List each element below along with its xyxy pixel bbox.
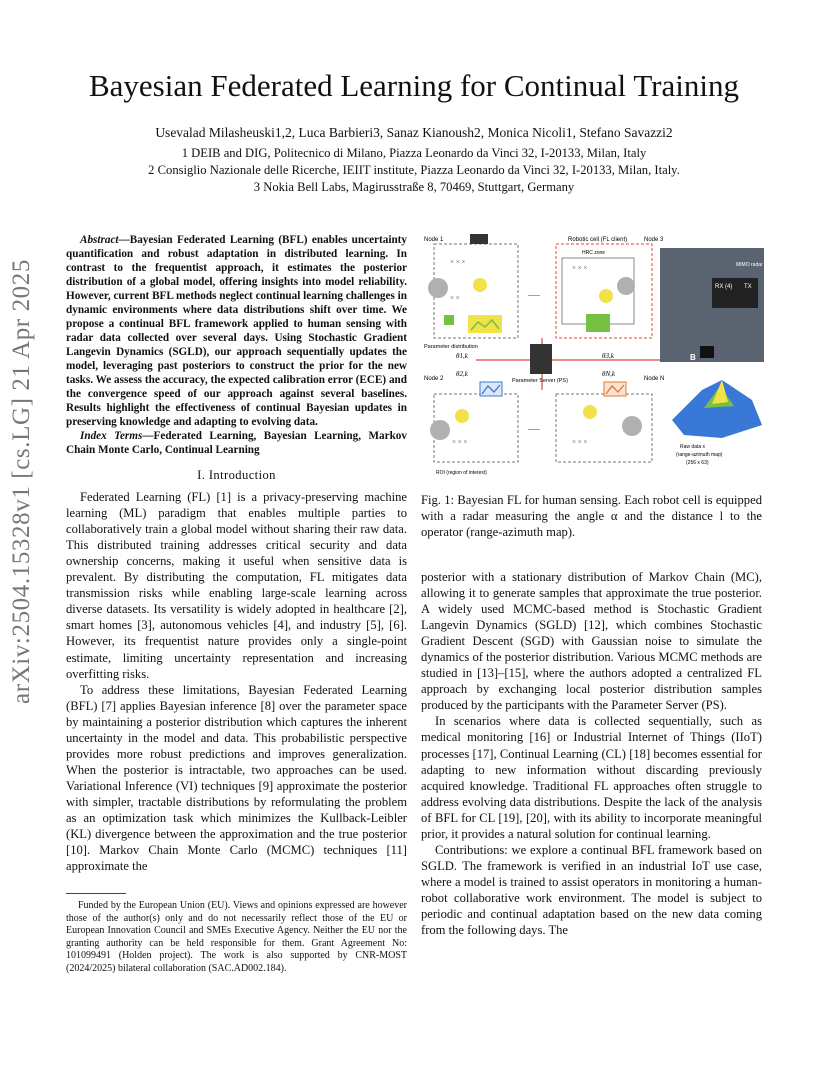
abstract [66,233,407,429]
label-theta-2: θ2,k [456,370,468,378]
svg-text:× × ×: × × × [452,438,468,446]
range-azimuth-plot [672,380,762,466]
label-param-distribution: Parameter distribution [424,344,478,350]
footnote-rule [66,893,126,894]
label-dims: (256 x 63) [686,460,709,466]
operator-icon [473,278,487,292]
affiliation-1: 1 DEIB and DIG, Politecnico di Milano, Piazza Leonardo da Vinci 32, I-20133, Milan, Italy [181,146,647,160]
right-paragraph-3: Contributions: we explore a continual BFL framework based on SGLD. The framework is verified in an industrial IoT use case, where a model is trained to assist operators in monitoring a human-robot collaborative work environment. The model is subject to periodic and continual adaptation based on the new data coming from the following days. The [421,842,762,938]
label-range-azimuth: (range-azimuth map) [676,452,723,458]
cell-node-n [556,376,664,462]
right-paragraph-1: posterior with a stationary distribution of Markov Chain (MC), allowing it to generate samples that approximate the true posterior. A widely used MCMC-based method is Stochastic Gradient Langevin Dynamics (SGLD) [12], which combines Stochastic Gradient Descent (SGD) with Gaussian noise to simulate the dynamics of the posterior distribution. Various MCMC methods are studied in [13]–[15], where the authors adopted a centralized FL approach by exchanging local posterior distribution samples produced by the participants with the Parameter Server (PS). [421,570,762,713]
label-robotic-cell: Robotic cell (FL client) [568,237,628,243]
label-theta-3: θ3,k [602,352,614,360]
right-paragraph-2: In scenarios where data is collected sequentially, such as medical monitoring [16] or Industrial Internet of Things (IIoT) processes [17], Continual Learning (CL) [18] becomes essential for adapting to new information without discarding previously acquired knowledge. Traditional FL approaches often struggle to address evolving data distributions. Despite the lack of the analysis of BFL for CL [19], [20], with its ability to incorporate meaningful prior, it provides a natural solution for continual learning. [421,714,762,841]
svg-text:× × ×: × × × [450,258,466,266]
dots-top: ...... [528,289,540,298]
intro-paragraph-1: Federated Learning (FL) [1] is a privacy-preserving machine learning (ML) paradigm that enables multiple parties to collaboratively train a global model without sharing their raw data. This distributed training addresses critical security and data ownership concerns, making it useful when sensitive data is prevalent. By distributing the computation, FL mitigates data transmission risks while enabling large-scale learning across diverse datasets. Its versatility is widely adopted in healthcare [2], smart homes [3], autonomous vehicles [4], and industry [5], [6]. However, its frequentist nature provides only a single-point estimate, limiting uncertainty representation and increasing overfitting risks. [66,490,407,681]
server-icon [530,344,552,374]
label-theta-1: θ1,k [456,352,468,360]
affiliation-2: 2 Consiglio Nazionale delle Ricerche, IEIIT institute, Piazza Leonardo da Vinci 32, I-20133, Milan, Italy. [148,163,680,177]
label-rx: RX (4) [715,284,733,290]
author-list: Usevalad Milasheuski1,2, Luca Barbieri3, Sanaz Kianoush2, Monica Nicoli1, Stefano Savazzi2 [155,125,673,140]
dots-bottom: ...... [528,423,540,432]
abstract-label: Abstract [80,234,119,246]
svg-text:× × ×: × × × [572,438,588,446]
label-tx: TX [744,284,752,290]
label-node-3: Node 3 [644,237,664,243]
marker-b: B [690,353,696,362]
label-server: Parameter Server (PS) [512,378,568,384]
robot-arm-icon [428,278,448,298]
right-column [421,569,762,938]
affiliation-3: 3 Nokia Bell Labs, Magirusstraße 8, 70469, Stuttgart, Germany [253,180,575,194]
section-heading: I. Introduction [197,468,276,482]
radar-photo [660,248,764,362]
label-node-n: Node N [644,376,665,382]
index-terms-label: Index Terms [80,430,143,442]
figure-caption: Fig. 1: Bayesian FL for human sensing. Each robot cell is equipped with a radar measuring the angle α and the distance l to the operator (range-azimuth map). [421,493,762,539]
index-terms-body: —Federated Learning, Bayesian Learning, Markov Chain Monte Carlo, Continual Learning [66,430,407,456]
label-theta-n: θN,k [602,370,615,378]
label-roi: ROI (region of interest) [436,470,487,476]
label-hrc-zone: HRC zone [582,250,606,256]
cell-node-1 [424,234,518,338]
abstract-body: —Bayesian Federated Learning (BFL) enables uncertainty quantification and robust adaptation in distributed learning. In contrast to the frequentist approach, it estimates the posterior distribution of a global model, offering insights into model reliability. However, current BFL methods neglect continual learning challenges in dynamic environments where data distributions shift over time. We propose a continual BFL framework applied to human sensing with radar data collected over several days. Using Stochastic Gradient Langevin Dynamics (SGLD), our approach sequentially updates the model, leveraging past posteriors to construct the prior for the new tasks. We assess the accuracy, the expected calibration error (ECE) and the convergence speed of our approach against several baselines. Results highlight the effectiveness of continual Bayesian updates in preserving knowledge and adapting to evolving data. [66,234,407,428]
cell-node-3 [556,237,664,338]
label-raw-data: Raw data x [680,444,706,450]
arxiv-stamp: arXiv:2504.15328v1 [cs.LG] 21 Apr 2025 [8,259,35,704]
svg-text:× ×: × × [450,294,460,302]
cell-node-2 [424,376,518,476]
label-node-2: Node 2 [424,376,444,382]
left-column [66,233,407,874]
label-mimo-radar: MIMO radar [736,262,763,268]
label-node-1: Node 1 [424,237,444,243]
figure-1 [422,230,764,476]
svg-text:× × ×: × × × [572,264,588,272]
index-terms [66,429,407,457]
intro-paragraph-2: To address these limitations, Bayesian Federated Learning (BFL) [7] applies Bayesian inference [8] over the parameter space by maintaining a posterior distribution which captures the inherent uncertainty in the model and data. This probabilistic perspective provides more robust predictions and improves generalization. When the posterior is intractable, two approaches can be used. Variational Inference (VI) techniques [9] approximate the posterior with simpler, tractable distributions by reformulating the problem as an optimization task which minimizes the Kullback-Leibler (KL) divergence between the approximation and the true posterior [10]. Markov Chain Monte Carlo (MCMC) techniques [11] approximate the [66,682,407,874]
funding-footnote: Funded by the European Union (EU). Views and opinions expressed are however those of the author(s) only and do not necessarily reflect those of the EU or European Innovation Council and SMEs Executive Agency. Neither the EU nor the granting authority can be held responsible for them. Grant Agreement No: 101099491 (Holden project). The work is also supported by CNR-MOST (2024/2025) bilateral collaboration (SAC.AD002.184). [66,900,407,974]
paper-title: Bayesian Federated Learning for Continual Training [88,68,739,103]
